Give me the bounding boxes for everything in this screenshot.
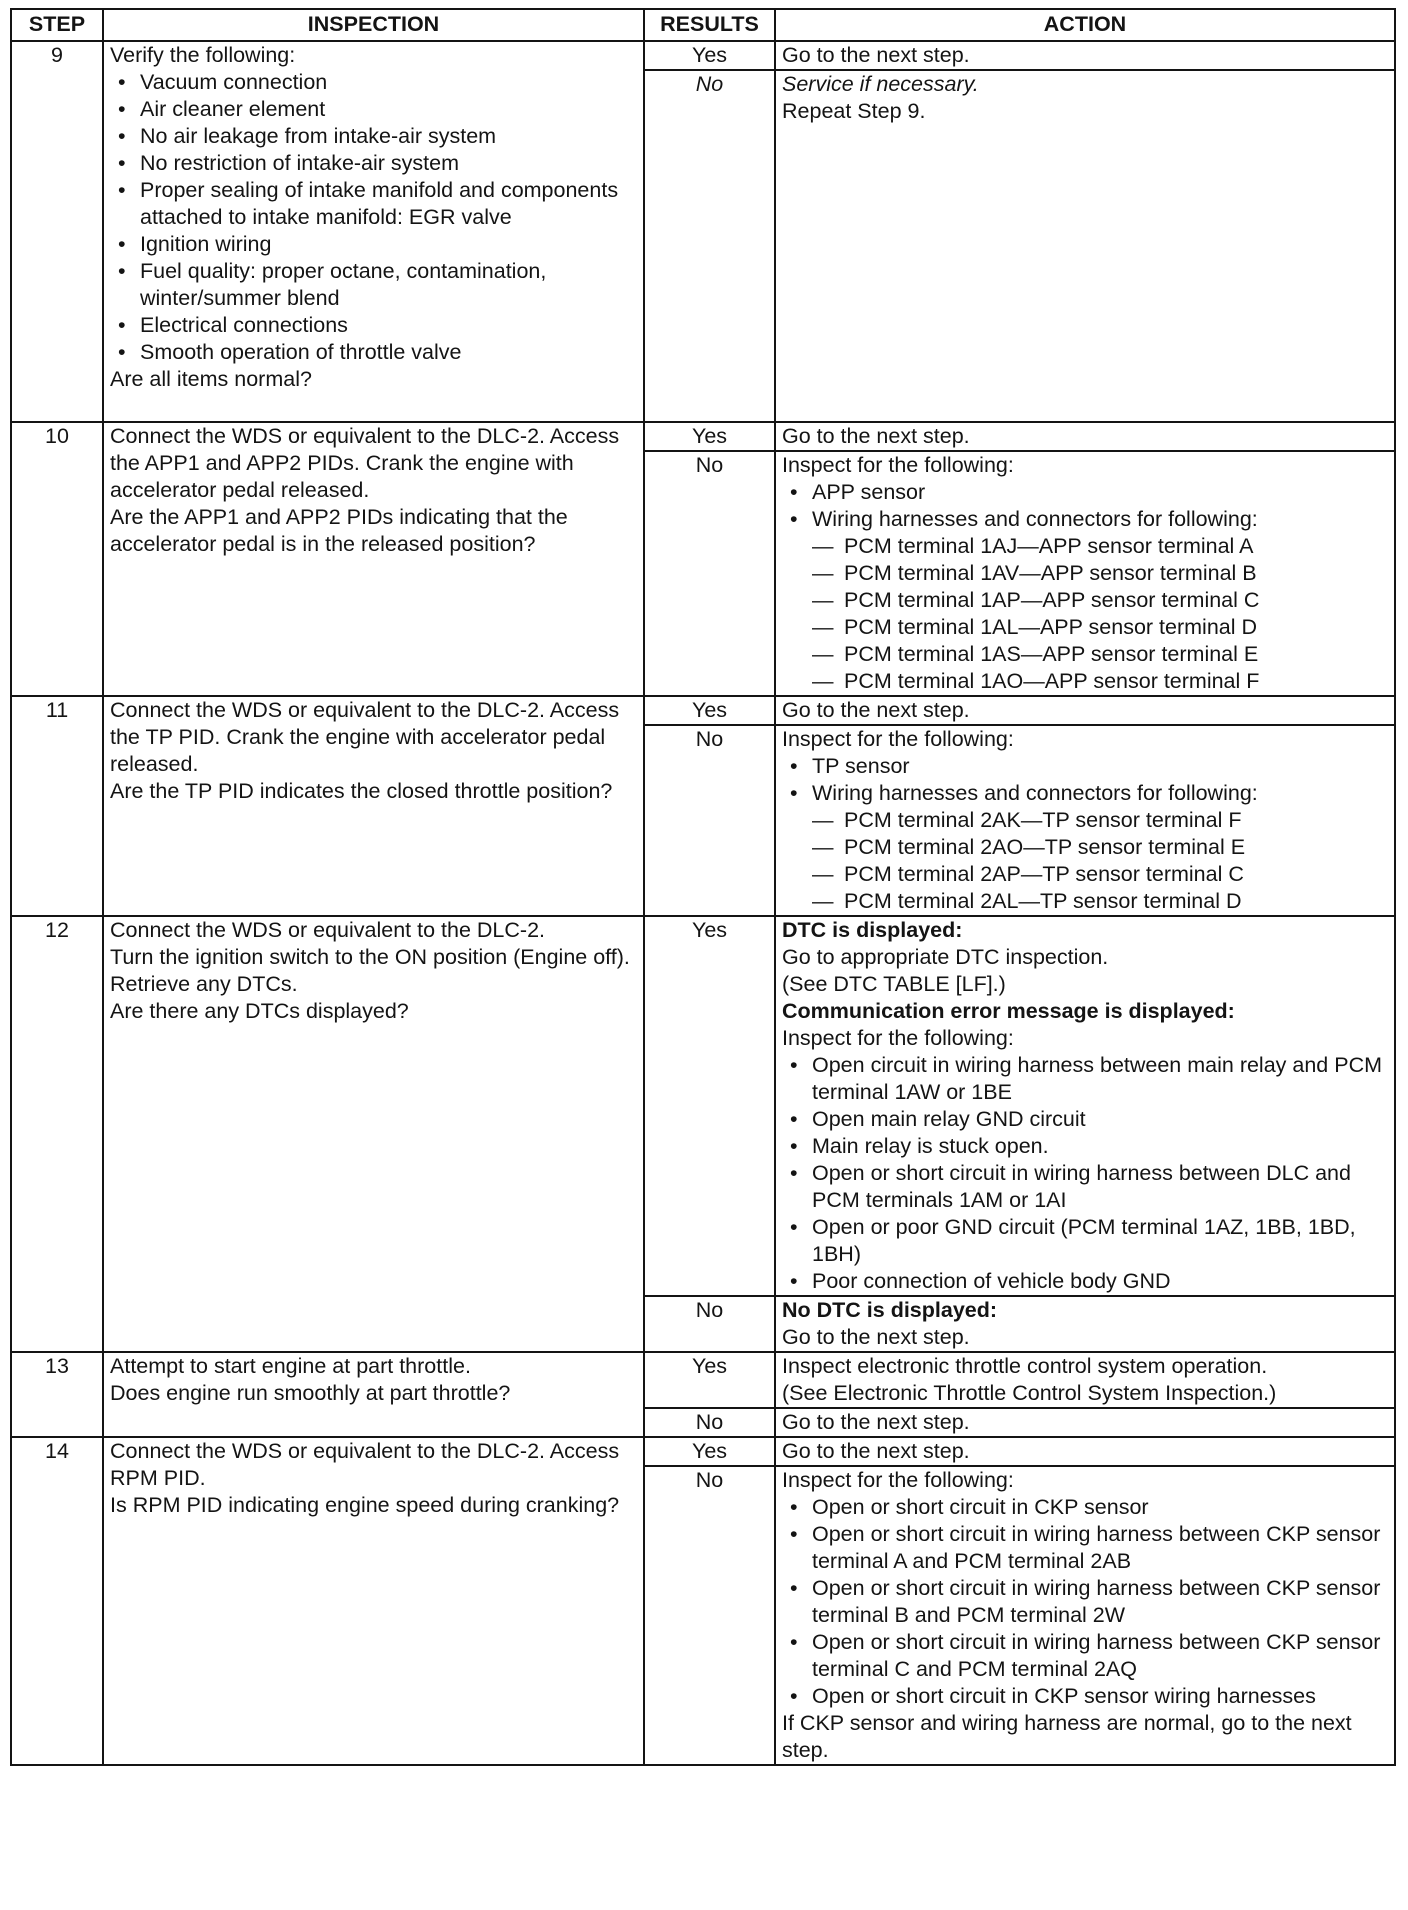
list-item: • Ignition wiring [140,231,637,258]
step-12-yes-row [11,916,1395,1296]
step-13-result-no: No [644,1408,775,1437]
step-12-dtc-line1: Go to appropriate DTC inspection. [782,945,1109,969]
step-11-checklist [782,753,1388,915]
step-11-no-intro: Inspect for the following: [782,727,1014,751]
step-11-result-yes: Yes [644,696,775,725]
step-14-inspection [103,1437,644,1765]
step-9-inspection [103,41,644,422]
list-item: — PCM terminal 1AV—APP sensor terminal B [844,560,1388,587]
step-10-procedure: Connect the WDS or equivalent to the DLC-2. Access the APP1 and APP2 PIDs. Crank the engine with accelerator pedal released. [110,424,620,502]
list-item: — PCM terminal 2AP—TP sensor terminal C [844,861,1388,888]
list-item: — PCM terminal 2AK—TP sensor terminal F [844,807,1388,834]
list-item: • Open or short circuit in wiring harness between DLC and PCM terminals 1AM or 1AI [812,1160,1388,1214]
step-13-inspection [103,1352,644,1437]
list-item: • Poor connection of vehicle body GND [812,1268,1388,1295]
list-item: • Open or short circuit in wiring harness between CKP sensor terminal A and PCM terminal 2AB [812,1521,1388,1575]
step-13-action-line2: (See Electronic Throttle Control System Inspection.) [782,1381,1277,1405]
list-item: • Open or poor GND circuit (PCM terminal 1AZ, 1BB, 1BD, 1BH) [812,1214,1388,1268]
step-13-action-no: Go to the next step. [775,1408,1395,1437]
step-9-action-no-line2: Repeat Step 9. [782,99,926,123]
step-11-result-no: No [644,725,775,916]
step-10-number: 10 [11,422,103,696]
step-9-checklist [110,69,637,366]
step-12-line: Retrieve any DTCs. [110,972,298,996]
step-10-no-intro: Inspect for the following: [782,453,1014,477]
step-12-comm-intro: Inspect for the following: [782,1026,1014,1050]
list-item: • Open or short circuit in wiring harness between CKP sensor terminal B and PCM terminal 2W [812,1575,1388,1629]
step-12-result-no: No [644,1296,775,1352]
step-12-line: Turn the ignition switch to the ON position (Engine off). [110,945,630,969]
step-9-intro: Verify the following: [110,43,296,67]
list-item-text: Wiring harnesses and connectors for following: [812,781,1258,805]
step-11-action-yes: Go to the next step. [775,696,1395,725]
header-step: STEP [11,9,103,41]
list-item: • Open main relay GND circuit [812,1106,1388,1133]
step-12-checklist [782,1052,1388,1295]
step-14-action-no [775,1466,1395,1765]
step-14-result-no: No [644,1466,775,1765]
step-9-action-no-line1: Service if necessary. [782,72,979,96]
step-11-terminal-list [812,807,1388,915]
step-12-no-heading: No DTC is displayed: [782,1298,998,1322]
step-14-question: Is RPM PID indicating engine speed during cranking? [110,1493,620,1517]
step-11-procedure: Connect the WDS or equivalent to the DLC-2. Access the TP PID. Crank the engine with accelerator pedal released. [110,698,620,776]
list-item: — PCM terminal 1AS—APP sensor terminal E [844,641,1388,668]
step-13-action-yes [775,1352,1395,1408]
list-item: — PCM terminal 1AL—APP sensor terminal D [844,614,1388,641]
list-item: • No air leakage from intake-air system [140,123,637,150]
list-item [812,780,1388,915]
step-11-action-no [775,725,1395,916]
step-13-number: 13 [11,1352,103,1437]
list-item-text: Wiring harnesses and connectors for following: [812,507,1258,531]
step-13-yes-row [11,1352,1395,1408]
list-item: — PCM terminal 1AP—APP sensor terminal C [844,587,1388,614]
list-item: — PCM terminal 1AJ—APP sensor terminal A [844,533,1388,560]
list-item: • Open circuit in wiring harness between main relay and PCM terminal 1AW or 1BE [812,1052,1388,1106]
list-item: • TP sensor [812,753,1388,780]
list-item: • Smooth operation of throttle valve [140,339,637,366]
list-item: • Open or short circuit in CKP sensor wiring harnesses [812,1683,1388,1710]
list-item: • Fuel quality: proper octane, contamination, winter/summer blend [140,258,637,312]
step-9-question: Are all items normal? [110,367,312,391]
header-inspection: INSPECTION [103,9,644,41]
step-12-comm-heading: Communication error message is displayed: [782,999,1235,1023]
step-12-line: Connect the WDS or equivalent to the DLC-2. [110,918,545,942]
header-row [11,9,1395,41]
step-13-action-line1: Inspect electronic throttle control system operation. [782,1354,1268,1378]
list-item: • Open or short circuit in CKP sensor [812,1494,1388,1521]
step-12-number: 12 [11,916,103,1352]
step-12-action-no [775,1296,1395,1352]
step-9-result-no: No [644,70,775,422]
step-14-no-intro: Inspect for the following: [782,1468,1014,1492]
step-14-number: 14 [11,1437,103,1765]
step-10-action-no [775,451,1395,696]
step-14-procedure: Connect the WDS or equivalent to the DLC-2. Access RPM PID. [110,1439,620,1490]
step-12-action-yes [775,916,1395,1296]
step-12-dtc-line2: (See DTC TABLE [LF].) [782,972,1006,996]
step-9-number: 9 [11,41,103,422]
step-9-action-no [775,70,1395,422]
step-9-yes-row [11,41,1395,70]
list-item: — PCM terminal 1AO—APP sensor terminal F [844,668,1388,695]
header-action: ACTION [775,9,1395,41]
step-10-result-no: No [644,451,775,696]
step-14-final-note: If CKP sensor and wiring harness are normal, go to the next step. [782,1711,1352,1762]
step-13-question: Does engine run smoothly at part throttle? [110,1381,511,1405]
step-10-result-yes: Yes [644,422,775,451]
step-10-question: Are the APP1 and APP2 PIDs indicating that the accelerator pedal is in the released position? [110,505,568,556]
step-9-action-yes: Go to the next step. [775,41,1395,70]
step-9-result-yes: Yes [644,41,775,70]
step-12-inspection [103,916,644,1352]
list-item: • Air cleaner element [140,96,637,123]
step-12-dtc-heading: DTC is displayed: [782,918,963,942]
step-11-yes-row [11,696,1395,725]
step-13-procedure: Attempt to start engine at part throttle. [110,1354,471,1378]
step-14-yes-row [11,1437,1395,1466]
step-10-yes-row [11,422,1395,451]
step-12-question: Are there any DTCs displayed? [110,999,409,1023]
list-item: — PCM terminal 2AO—TP sensor terminal E [844,834,1388,861]
troubleshooting-table [10,8,1396,1766]
list-item [812,506,1388,695]
step-10-action-yes: Go to the next step. [775,422,1395,451]
list-item: • APP sensor [812,479,1388,506]
step-14-action-yes: Go to the next step. [775,1437,1395,1466]
header-results: RESULTS [644,9,775,41]
step-14-checklist [782,1494,1388,1710]
list-item: • Main relay is stuck open. [812,1133,1388,1160]
list-item: • Open or short circuit in wiring harness between CKP sensor terminal C and PCM terminal 2AQ [812,1629,1388,1683]
list-item: • Vacuum connection [140,69,637,96]
list-item: • Proper sealing of intake manifold and components attached to intake manifold: EGR valve [140,177,637,231]
step-10-inspection [103,422,644,696]
step-12-result-yes: Yes [644,916,775,1296]
step-11-inspection [103,696,644,916]
list-item: • Electrical connections [140,312,637,339]
step-12-no-action: Go to the next step. [782,1325,970,1349]
step-11-question: Are the TP PID indicates the closed throttle position? [110,779,613,803]
step-11-number: 11 [11,696,103,916]
list-item: • No restriction of intake-air system [140,150,637,177]
step-14-result-yes: Yes [644,1437,775,1466]
step-13-result-yes: Yes [644,1352,775,1408]
step-10-terminal-list [812,533,1388,695]
list-item: — PCM terminal 2AL—TP sensor terminal D [844,888,1388,915]
step-10-checklist [782,479,1388,695]
